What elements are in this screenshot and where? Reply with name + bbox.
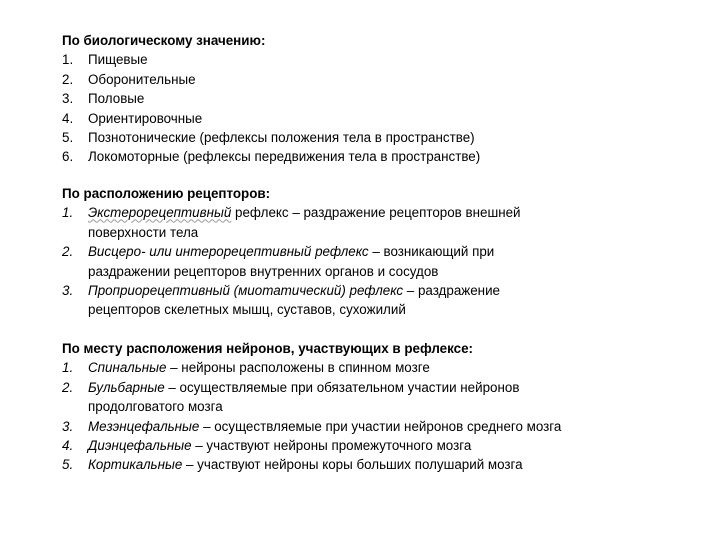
item-number: 3. (62, 91, 74, 107)
item-definition: – осуществляемые при обязательном участии нейронов (164, 379, 520, 395)
item-text: Ориентировочные (88, 110, 203, 126)
item-number: 4. (62, 110, 74, 126)
item-continuation: рецепторов скелетных мышц, суставов, сухожилий (88, 302, 406, 318)
list-item (62, 128, 702, 147)
item-text: Оборонительные (88, 71, 196, 87)
item-definition: – участвуют нейроны коры больших полушарий мозга (182, 457, 523, 473)
section-biological-significance (62, 31, 702, 167)
item-definition: – участвуют нейроны промежуточного мозга (191, 438, 472, 454)
item-continuation: поверхности тела (88, 224, 199, 240)
list-item (62, 436, 702, 455)
list-item (62, 378, 702, 417)
item-number: 5. (62, 457, 74, 473)
list-item (62, 455, 702, 474)
item-definition: – нейроны расположены в спинном мозге (166, 360, 430, 376)
list-item (62, 358, 702, 377)
item-term: Бульбарные (88, 379, 165, 395)
item-number: 2. (62, 244, 74, 260)
list-item (62, 70, 702, 89)
item-definition: рефлекс – раздражение рецепторов внешней (231, 205, 521, 221)
item-number: 1. (62, 52, 74, 68)
list-item (62, 50, 702, 69)
item-term: Экстерорецептивный (88, 205, 232, 221)
item-term: Диэнцефальные (88, 438, 192, 454)
section-heading: По расположению рецепторов: (62, 186, 271, 201)
list-item (62, 109, 702, 128)
item-text: Половые (88, 91, 145, 107)
item-text: Пищевые (88, 52, 148, 68)
item-term: Мезэнцефальные (88, 418, 200, 434)
item-continuation: продолговатого мозга (88, 399, 223, 415)
list-item (62, 281, 702, 320)
item-term: Проприорецептивный (миотатический) рефлекс (88, 283, 404, 299)
list-item (62, 203, 702, 242)
list-item (62, 417, 702, 436)
item-number: 2. (62, 71, 74, 87)
item-text: Локомоторные (рефлексы передвижения тела в пространстве) (88, 149, 481, 165)
item-number: 6. (62, 149, 74, 165)
item-definition: – возникающий при (368, 244, 495, 260)
item-number: 1. (62, 360, 74, 376)
item-definition: – раздражение (403, 283, 500, 299)
section-receptor-location (62, 184, 702, 320)
list-item (62, 89, 702, 108)
section-heading: По месту расположения нейронов, участвующих в рефлексе: (62, 341, 474, 356)
item-term: Висцеро- или интерорецептивный рефлекс (88, 244, 369, 260)
item-number: 1. (62, 205, 74, 221)
item-continuation: раздражении рецепторов внутренних органов и сосудов (88, 263, 439, 279)
item-number: 2. (62, 379, 74, 395)
list-item (62, 242, 702, 281)
item-definition: – осуществляемые при участии нейронов среднего мозга (199, 418, 562, 434)
item-text: Познотонические (рефлексы положения тела в пространстве) (88, 130, 475, 146)
item-term: Кортикальные (88, 457, 183, 473)
list-item (62, 147, 702, 166)
section-neuron-location (62, 339, 702, 475)
item-number: 5. (62, 130, 74, 146)
item-term: Спинальные (88, 360, 167, 376)
item-number: 3. (62, 283, 74, 299)
item-number: 3. (62, 418, 74, 434)
section-heading: По биологическому значению: (62, 33, 266, 48)
item-number: 4. (62, 438, 74, 454)
